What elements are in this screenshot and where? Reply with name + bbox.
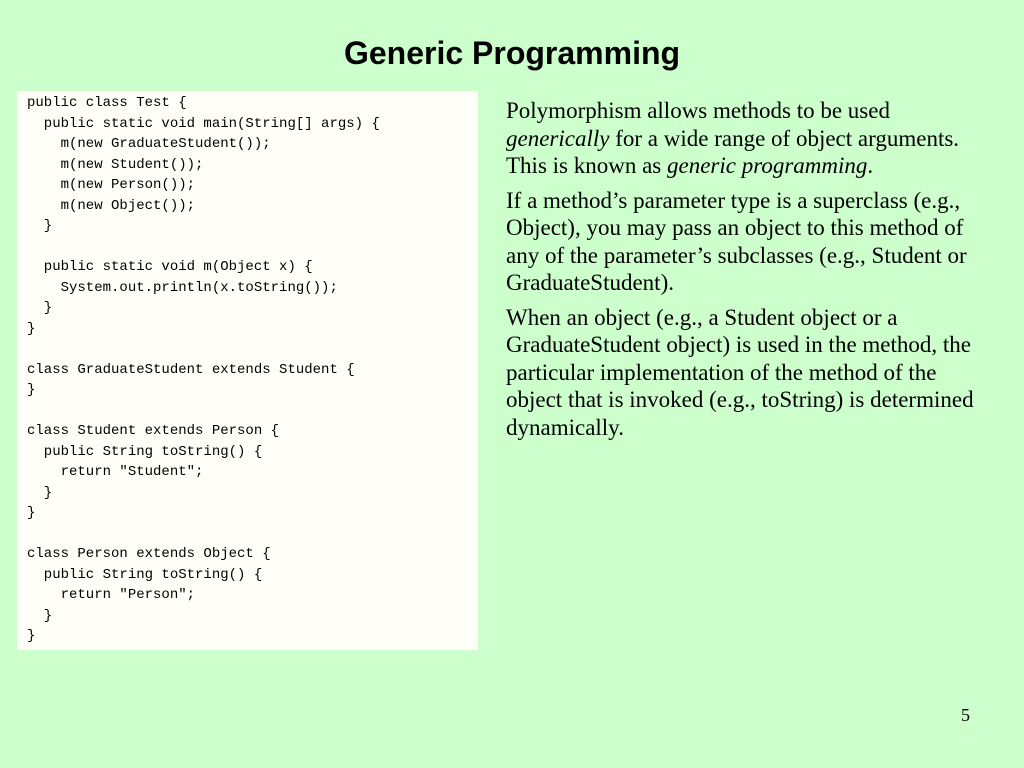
code-line: public String toString() { xyxy=(27,443,263,460)
code-line: return "Person"; xyxy=(27,587,196,603)
code-line: } xyxy=(27,607,53,624)
code-line: } xyxy=(27,484,53,501)
code-line: class Student extends Person { xyxy=(27,423,280,439)
code-line xyxy=(27,401,478,422)
code-line: class GraduateStudent extends Student { xyxy=(27,361,355,378)
code-line: public class Test { xyxy=(27,95,187,111)
code-line: System.out.println(x.toString()); xyxy=(27,279,338,296)
code-line xyxy=(27,339,478,360)
code-line: } xyxy=(27,300,53,316)
text-run: for a wide range of object arguments. This is known as xyxy=(506,125,960,178)
code-line: return "Student"; xyxy=(27,464,204,480)
paragraph-dynamic-binding: When an object (e.g., a Student object or a GraduateStudent object) is used in the method, the particular implementation of the method of the object that is invoked (e.g., toString) is determined dynamically. xyxy=(506,304,974,440)
emphasis-generic-programming: generic programming xyxy=(667,153,868,178)
emphasis-generically: generically xyxy=(506,125,610,151)
code-line xyxy=(27,524,478,545)
code-block xyxy=(17,91,478,650)
page-number: 5 xyxy=(961,705,970,725)
code-line: } xyxy=(27,382,36,398)
explanation-text xyxy=(506,97,996,448)
text-run: Polymorphism allows methods to be used xyxy=(506,98,890,123)
code-line: class Person extends Object { xyxy=(27,546,271,562)
code-line: } xyxy=(27,218,53,234)
code-line: m(new Person()); xyxy=(27,177,196,193)
text-run: . xyxy=(867,153,874,178)
code-line xyxy=(27,237,478,258)
code-line: } xyxy=(27,320,36,337)
code-line: } xyxy=(27,505,36,521)
code-line: m(new Student()); xyxy=(27,156,204,173)
paragraph-superclass: If a method’s parameter type is a superclass (e.g., Object), you may pass an object to this method of any of the parameter’s subclasses (e.g., Student or GraduateStudent). xyxy=(506,187,967,295)
slide-title: Generic Programming xyxy=(343,35,681,71)
code-line: m(new GraduateStudent()); xyxy=(27,136,271,152)
code-line: public static void main(String[] args) { xyxy=(27,115,380,132)
code-line: m(new Object()); xyxy=(27,197,196,214)
code-line: public static void m(Object x) { xyxy=(27,259,313,275)
code-line: public String toString() { xyxy=(27,566,263,583)
paragraph-polymorphism xyxy=(506,97,996,180)
code-line: } xyxy=(27,628,36,644)
